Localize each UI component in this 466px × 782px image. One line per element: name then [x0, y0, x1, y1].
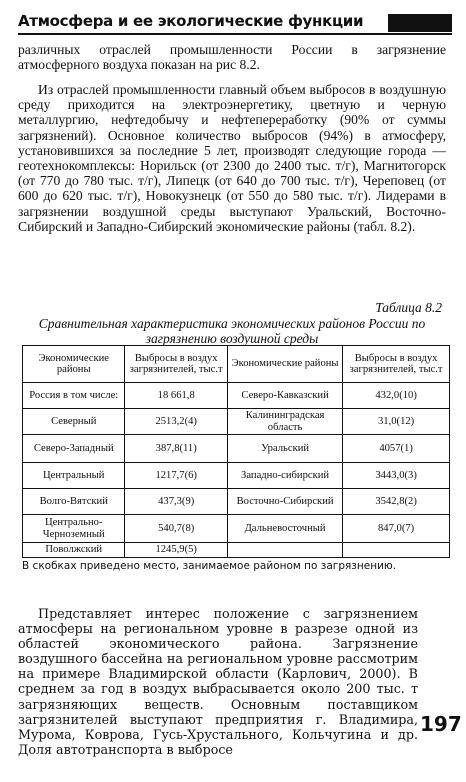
paragraph-1: различных отраслей промышленности России в загрязнение атмосферного воздуха показан на рис 8.2.: [18, 42, 446, 73]
region-cell: Западно-сибирский: [227, 463, 342, 489]
page-number: 197: [420, 712, 462, 736]
header-decoration-block: [388, 14, 452, 32]
table-body: [23, 383, 450, 558]
region-cell: Калининградская область: [227, 409, 342, 435]
header-cell-region-2: Экономические районы: [227, 346, 342, 383]
emissions-cell: 3542,8(2): [343, 489, 450, 515]
emissions-cell: 437,3(9): [125, 489, 227, 515]
header-cell-region-1: Экономические районы: [23, 346, 125, 383]
region-cell: Северо-Западный: [23, 435, 125, 463]
table-row: [23, 515, 450, 543]
emissions-cell: 387,8(11): [125, 435, 227, 463]
table-row: [23, 463, 450, 489]
running-header: Атмосфера и ее экологические функции: [18, 12, 364, 30]
emissions-cell: [343, 543, 450, 558]
paragraph-2: Из отраслей промышленности главный объем выбросов в воздушную среду приходится на электроэнергетику, цветную и черную металлургию, нефтедобычу и нефтепереработку (90% от суммы загрязнений). Основное количество выбросов (94%) в атмосферу, установившихся за последние 5 лет, производят следующие города — геотехнокомплексы: Норильск (от 2300 до 2400 тыс. т/г), Магнитогорск (от 770 до 780 тыс. т/г), Липецк (от 640 до 700 тыс. т/г), Череповец (от 600 до 620 тыс. т/г), Новокузнецк (от 550 до 580 тыс. т/г). Лидерами в загрязнении воздушной среды выступают Уральский, Восточно-Сибирский и Западно-Сибирский экономические районы (табл. 8.2).: [18, 82, 446, 234]
table-row: [23, 435, 450, 463]
region-cell: Центральный: [23, 463, 125, 489]
emissions-cell: 31,0(12): [343, 409, 450, 435]
region-cell: [227, 543, 342, 558]
header-cell-emissions-1: Выбросы в воздух загрязнителей, тыс.т: [125, 346, 227, 383]
table-row: [23, 383, 450, 409]
table-footnote: В скобках приведено место, занимаемое районом по загрязнению.: [22, 560, 397, 572]
header-rule: [18, 33, 452, 35]
table-header-row: [23, 346, 450, 383]
header-cell-emissions-2: Выбросы в воздух загрязнителей, тыс.т: [343, 346, 450, 383]
emissions-cell: 1217,7(6): [125, 463, 227, 489]
table-row: [23, 409, 450, 435]
region-cell: Дальневосточный: [227, 515, 342, 543]
emissions-cell: 2513,2(4): [125, 409, 227, 435]
table-row: [23, 489, 450, 515]
emissions-cell: 847,0(7): [343, 515, 450, 543]
region-cell: Уральский: [227, 435, 342, 463]
emissions-cell: 3443,0(3): [343, 463, 450, 489]
region-cell: Центрально-Черноземный: [23, 515, 125, 543]
region-cell: Восточно-Сибирский: [227, 489, 342, 515]
table-row: [23, 543, 450, 558]
emissions-cell: 432,0(10): [343, 383, 450, 409]
region-cell: Волго-Вятский: [23, 489, 125, 515]
region-cell: Северо-Кавказский: [227, 383, 342, 409]
region-cell: Северный: [23, 409, 125, 435]
region-cell: Россия в том числе:: [23, 383, 125, 409]
emissions-cell: 1245,9(5): [125, 543, 227, 558]
table-label: Таблица 8.2: [375, 300, 442, 315]
emissions-table: [22, 345, 450, 558]
emissions-cell: 18 661,8: [125, 383, 227, 409]
table-caption: Сравнительная характеристика экономических районов России по загрязнению воздушной среды: [38, 316, 426, 346]
paragraph-3: Представляет интерес положение с загрязнением атмосферы на региональном уровне в разрезе одной из областей экономического района. Загрязнение воздушного бассейна на региональном уровне рассмотрим на примере Владимирской области (Карлович, 2000). В среднем за год в воздух выбрасывается около 200 тыс. т загрязняющих веществ. Основным поставщиком загрязнителей выступают предприятия г. Владимира, Мурома, Коврова, Гусь-Хрустального, Кольчугина и др. Доля автотранспорта в выбросе: [18, 606, 418, 757]
emissions-cell: 540,7(8): [125, 515, 227, 543]
emissions-cell: 4057(1): [343, 435, 450, 463]
region-cell: Поволжский: [23, 543, 125, 558]
